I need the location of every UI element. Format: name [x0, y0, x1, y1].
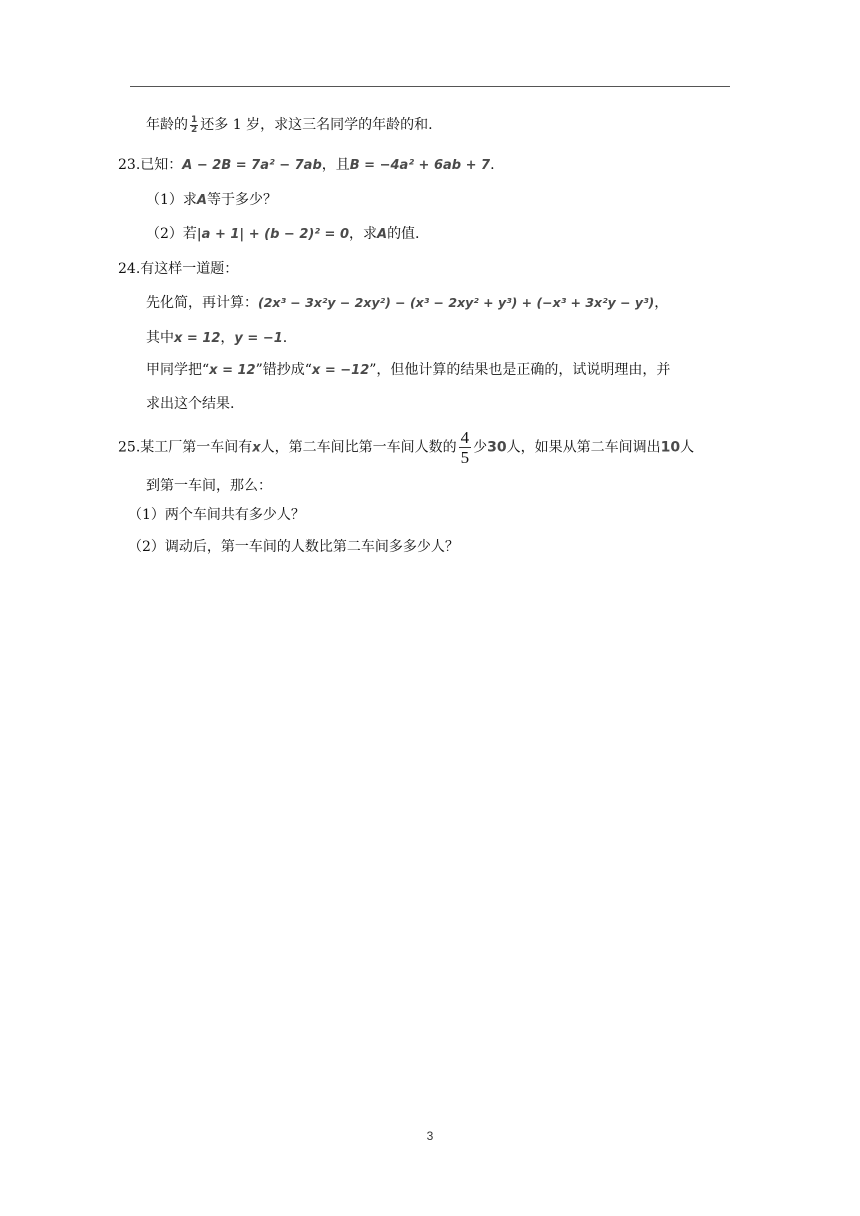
- q23-p2-condition: |a + 1| + (b − 2)² = 0: [196, 227, 349, 242]
- fraction-numerator: 1: [191, 114, 198, 125]
- q24-l3-mistake: x = −12: [311, 363, 370, 378]
- q25-number-30: 30: [487, 439, 507, 456]
- q24-y-value: y = −1: [234, 331, 283, 346]
- q24-l2-end: .: [282, 330, 288, 346]
- q23-statement: [118, 155, 495, 176]
- q25-var: x: [252, 440, 261, 456]
- fraction-numerator: 4: [460, 428, 470, 447]
- header-rule: [130, 86, 730, 87]
- q24-expression: (2x³ − 3x²y − 2xy²) − (x³ − 2xy² + y³) + (−x³ + 3x²y − y³): [258, 295, 655, 310]
- q24-values-line: [146, 328, 287, 349]
- q24-l3-correct: x = 12: [209, 363, 256, 378]
- fraction-denominator: 2: [191, 124, 198, 135]
- q24-l1-post: ，: [654, 295, 669, 311]
- q23-p2-var: A: [377, 227, 388, 242]
- q25-e: 人: [680, 439, 695, 456]
- q25-b: 人，第二车间比第一车间人数的: [260, 439, 457, 456]
- q24-l2-pre: 其中: [146, 330, 174, 346]
- page-number: 3: [426, 1129, 434, 1143]
- q24-l3-a: 甲同学把“: [146, 362, 210, 378]
- q23-connector: ，且: [321, 157, 350, 173]
- q24-expression-line: [146, 293, 668, 313]
- q23-part-2: [146, 224, 420, 245]
- q23-equation-1: A − 2B = 7a² − 7ab: [182, 158, 322, 173]
- q25-part-1: （1）两个车间共有多少人？: [128, 507, 305, 523]
- q25-c: 少: [473, 439, 488, 456]
- q23-part-1: [146, 190, 277, 211]
- q24-l2-sep: ，: [220, 330, 235, 346]
- q24-l3-b: ”错抄成“: [255, 362, 312, 378]
- q23-p2-pre: （2）若: [146, 226, 197, 242]
- q23-p1-pre: （1）求: [146, 192, 197, 208]
- q25-a: 25.某工厂第一车间有: [118, 439, 253, 456]
- q25-number-10: 10: [660, 439, 681, 456]
- q23-p2-mid: ，求: [349, 226, 377, 242]
- q24-l3-c: ”，但他计算的结果也是正确的，试说明理由，并: [369, 362, 671, 378]
- q23-number: 23.已知：: [118, 157, 183, 173]
- q24-x-value: x = 12: [174, 331, 221, 346]
- q25-line-2: 到第一车间，那么：: [146, 478, 272, 494]
- q24-title: 24.有这样一道题：: [118, 261, 239, 277]
- q25-fraction: [459, 428, 472, 467]
- q24-last-line: 求出这个结果.: [146, 396, 235, 412]
- q24-story-line: [146, 360, 670, 381]
- q22-tail-post: 还多 1 岁，求这三名同学的年龄的和.: [200, 117, 433, 133]
- q23-period: .: [490, 157, 495, 173]
- q22-tail-pre: 年龄的: [146, 117, 188, 133]
- q25-part-2: （2）调动后，第一车间的人数比第二车间多多少人？: [128, 539, 459, 555]
- q23-p1-var: A: [196, 193, 207, 208]
- fraction-denominator: 5: [460, 448, 470, 467]
- q22-fraction: [190, 116, 198, 135]
- q25-statement: [118, 428, 694, 468]
- q23-p1-post: 等于多少？: [206, 192, 277, 208]
- q24-l1-pre: 先化简，再计算：: [146, 295, 258, 311]
- q23-equation-2: B = −4a² + 6ab + 7: [349, 158, 491, 173]
- q23-p2-post: 的值.: [387, 226, 420, 242]
- q22-tail-line: [146, 115, 433, 135]
- q25-d: 人，如果从第二车间调出: [506, 439, 661, 456]
